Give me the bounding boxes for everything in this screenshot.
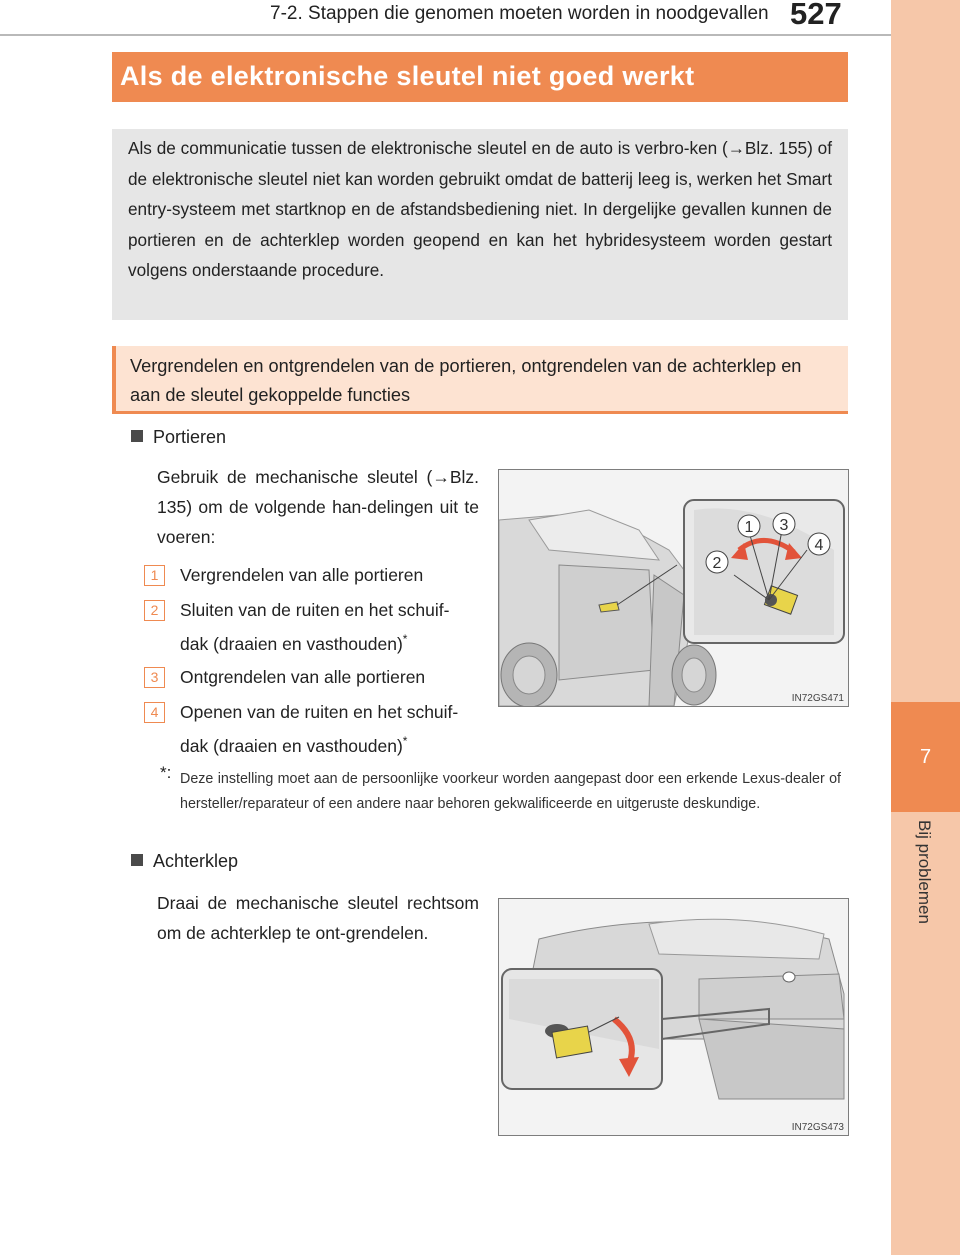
step-text-1-content: Vergrendelen van alle portieren <box>180 565 424 585</box>
running-header: 7-2. Stappen die genomen moeten worden in noodgevallen <box>270 3 769 24</box>
footnote-star: * <box>402 734 408 748</box>
chapter-tab[interactable] <box>891 702 960 812</box>
intro-box <box>112 129 848 320</box>
bullet-square-icon <box>131 854 143 866</box>
footnote-text: Deze instelling moet aan de persoonlijke voorkeur worden aangepast door een erkende Lexus-dealer of hersteller/reparateur of een andere naar behoren gekwalificeerde en uitgeruste deskundige. <box>180 771 841 812</box>
chapter-number: 7 <box>919 746 932 768</box>
figure-code-1: IN72GS471 <box>791 693 844 704</box>
step-text-3 <box>180 663 465 692</box>
intro-text: Als de communicatie tussen de elektronische sleutel en de auto is verbro-ken (→Blz. 155) of de elektronische sleutel niet kan worden gebruikt omdat de batterij leeg is, werken het Smart entry-systeem met startknop en de afstandsbediening niet. In dergelijke gevallen kunnen de portieren en de achterklep worden geopend en kan het hybridesysteem worden gestart volgens onderstaande procedure. <box>128 138 832 280</box>
doors-heading-text: Portieren <box>153 427 227 447</box>
step-text-2 <box>180 596 465 659</box>
side-tab <box>891 0 960 1255</box>
footnote-star: * <box>402 632 408 646</box>
trunk-key-illustration <box>499 899 848 1135</box>
step-badge-1: 1 <box>144 565 165 586</box>
figure-label-1: 1 <box>744 519 754 536</box>
header-divider <box>0 34 891 36</box>
section-banner <box>112 52 848 102</box>
doors-instruction: Gebruik de mechanische sleutel (→Blz. 135) om de volgende han-delingen uit te voeren: <box>157 467 479 547</box>
figure-label-3: 3 <box>779 517 789 534</box>
section-title: Als de elektronische sleutel niet goed werkt <box>120 61 695 91</box>
subsection-header <box>112 346 848 414</box>
doors-heading <box>131 427 226 448</box>
step-badge-4: 4 <box>144 702 165 723</box>
page-number: 527 <box>790 0 842 31</box>
chapter-label-container <box>912 820 938 950</box>
step-text-3-content: Ontgrendelen van alle portieren <box>180 667 426 687</box>
door-key-figure <box>498 469 849 707</box>
figure-label-4: 4 <box>814 537 824 554</box>
subsection-title: Vergrendelen en ontgrendelen van de portieren, ontgrendelen van de achterklep en aan de sleutel gekoppelde functies <box>130 356 802 405</box>
step-text-1 <box>180 561 465 590</box>
step-badge-2: 2 <box>144 600 165 621</box>
trunk-heading <box>131 851 238 872</box>
step-text-2-content: Sluiten van de ruiten en het schuif-dak (draaien en vasthouden) <box>180 600 450 654</box>
trunk-key-figure <box>498 898 849 1136</box>
figure-label-2: 2 <box>712 555 722 572</box>
step-text-4 <box>180 698 465 761</box>
trunk-heading-text: Achterklep <box>153 851 239 871</box>
chapter-label: Bij problemen <box>915 820 934 924</box>
step-badge-3: 3 <box>144 667 165 688</box>
trunk-instruction: Draai de mechanische sleutel rechtsom om de achterklep te ont-grendelen. <box>157 893 479 943</box>
figure-code-2: IN72GS473 <box>791 1122 844 1133</box>
bullet-square-icon <box>131 430 143 442</box>
door-key-illustration <box>499 470 848 706</box>
footnote-mark: *: <box>160 763 172 782</box>
step-text-4-content: Openen van de ruiten en het schuif-dak (draaien en vasthouden) <box>180 702 459 756</box>
